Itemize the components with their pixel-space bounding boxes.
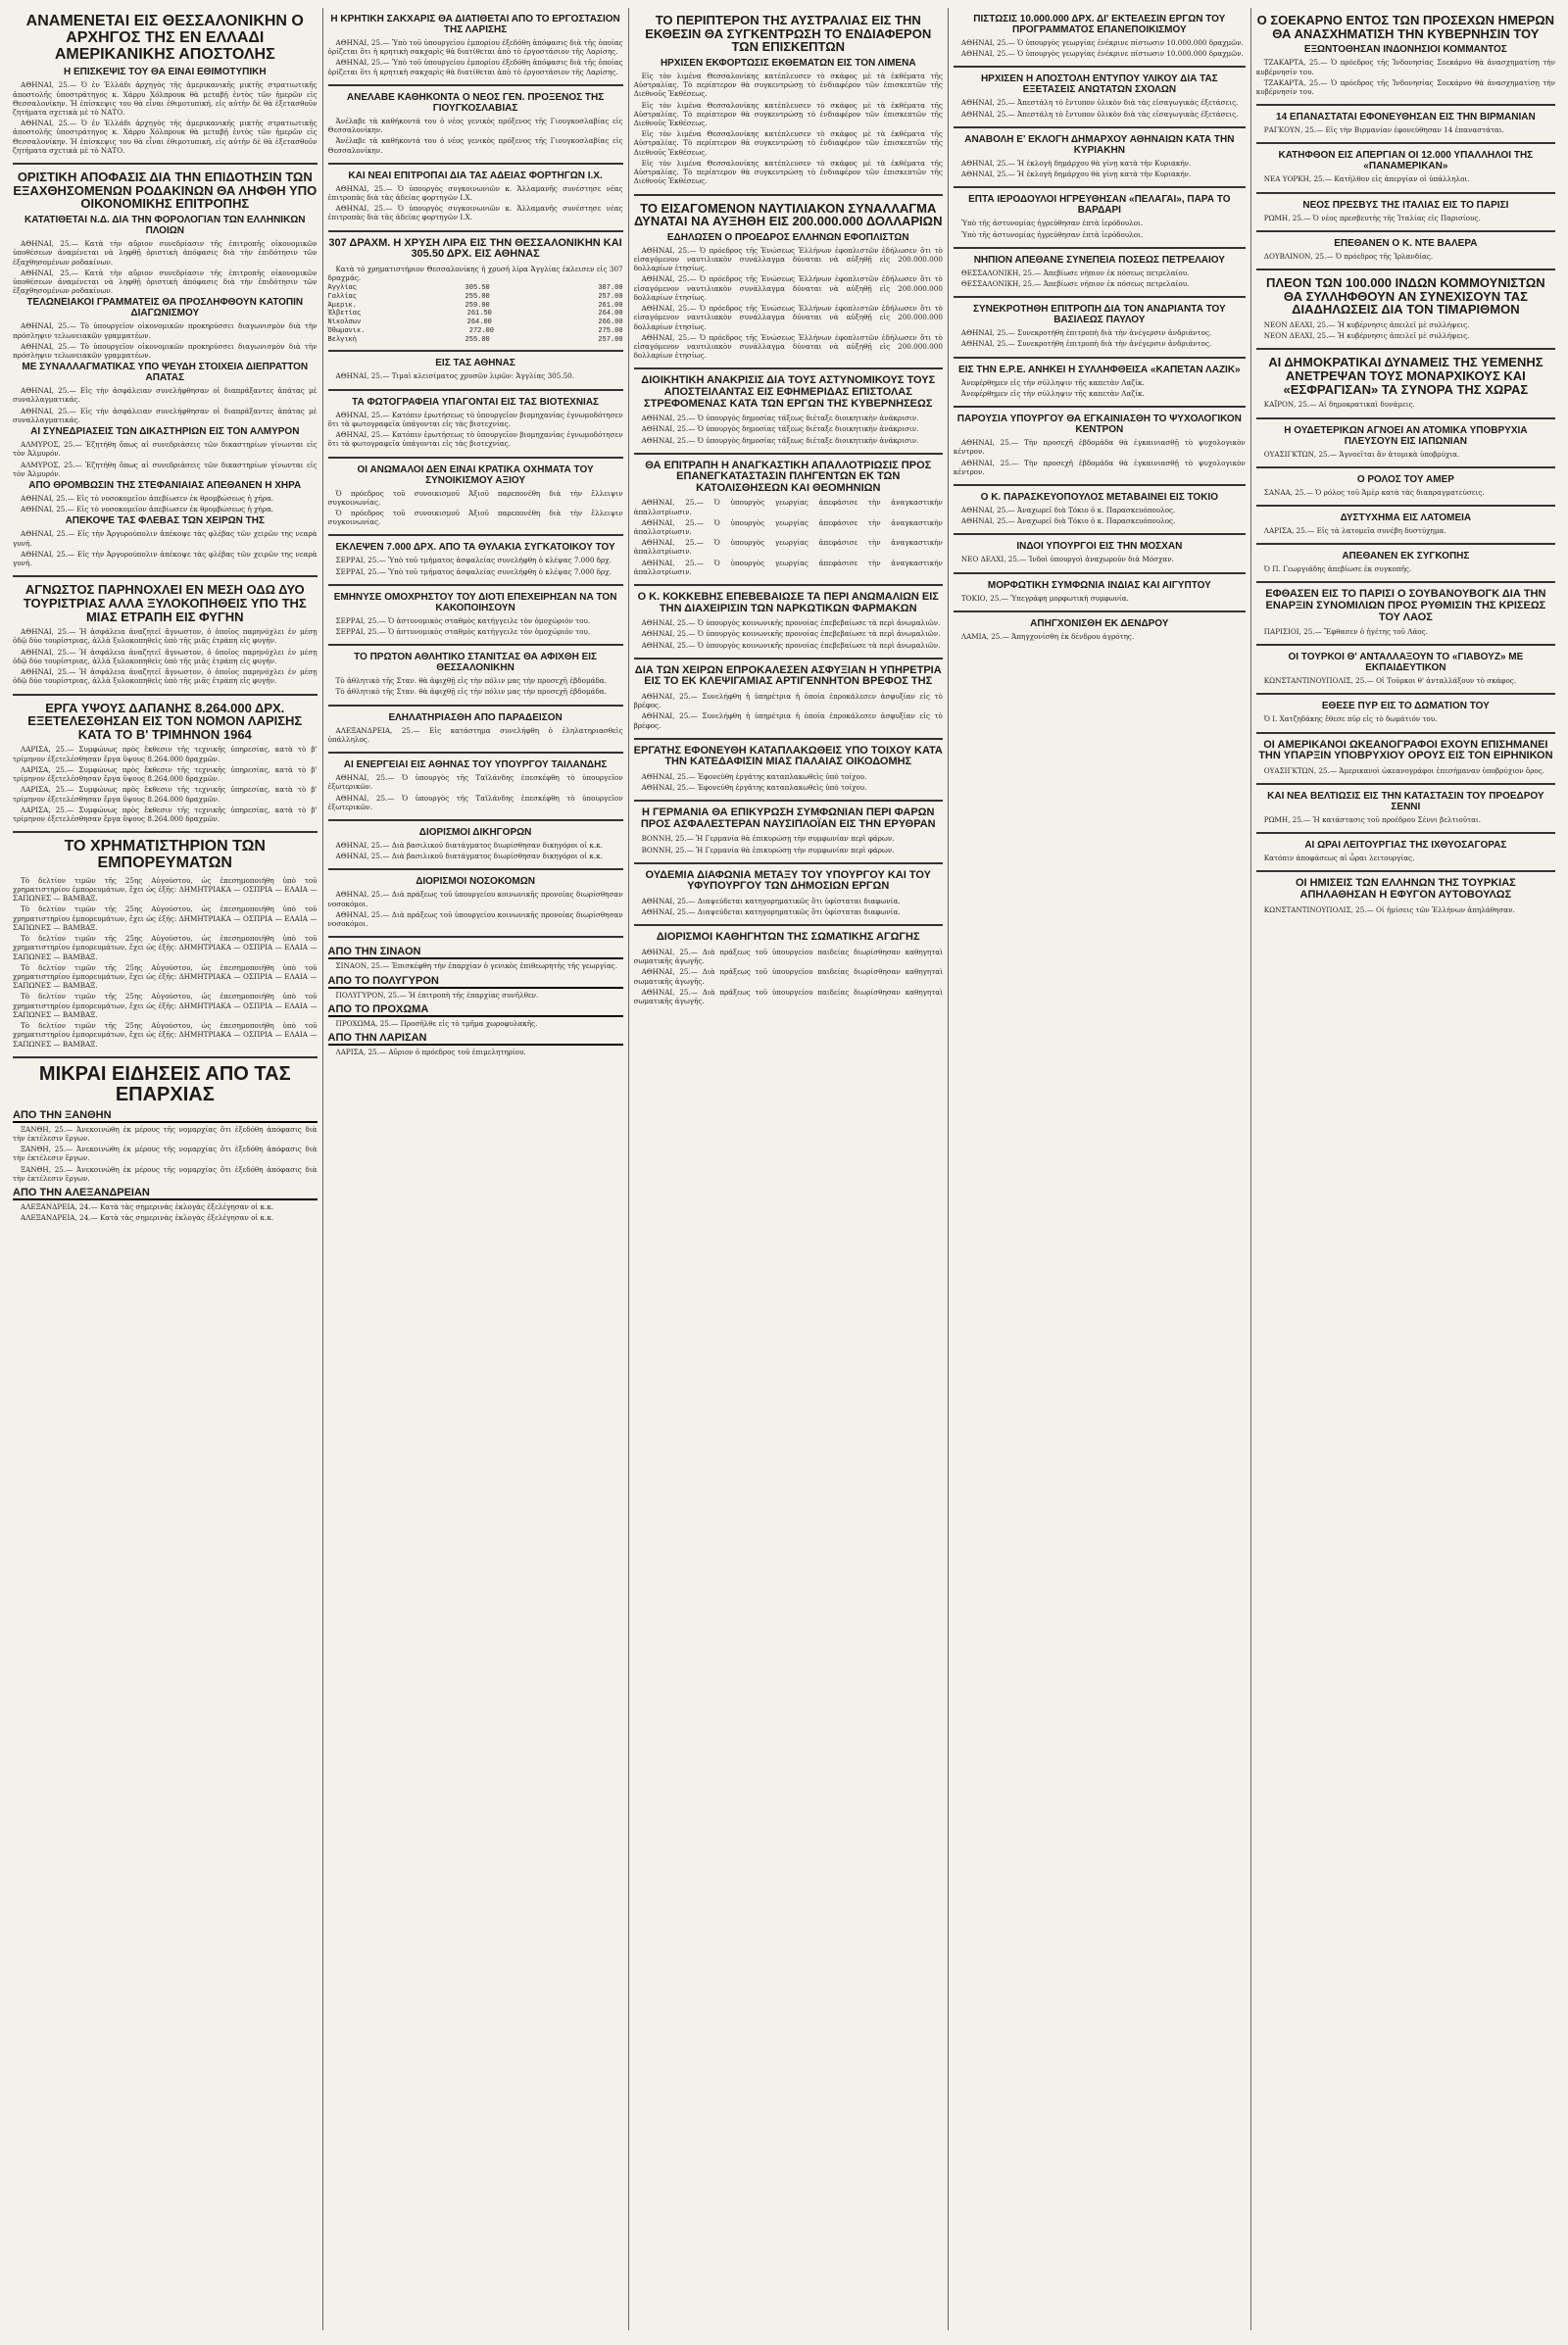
- article-peaches: ΟΡΙΣΤΙΚΗ ΑΠΟΦΑΣΙΣ ΔΙΑ ΤΗΝ ΕΠΙΔΟΤΗΣΙΝ ΤΩΝ ΕΞΑΧΘΗΣΟΜΕΝΩΝ ΡΟΔΑΚΙΝΩΝ ΘΑ ΛΗΦΘΗ ΥΠΟ ΟΙΚΟΝΟΜΙΚΗΣ ΕΠΙΤΡΟΠΗΣ ΚΑΤΑΤΙΘΕΤΑΙ Ν.Δ. ΔΙΑ ΤΗΝ ΦΟΡΟΛΟΓΙΑΝ ΤΩΝ ΕΛΛΗΝΙΚΩΝ ΠΛΟΙΩΝ ΑΘΗΝΑΙ, 25.— Κατὰ τὴν αὔριον συνεδρίασιν τῆς ἐπιτροπῆς οἰκονομικῶν ὑποθέσεων ἀναμένεται νὰ ληφθῇ ὁριστικὴ ἀπόφασις διὰ τὴν ἐπιδότησιν τῶν ἐξαχθησομένων ροδακίνων. ΑΘΗΝΑΙ, 25.— Κατὰ τὴν αὔριον συνεδρίασιν τῆς ἐπιτροπῆς οἰκονομικῶν ὑποθέσεων ἀναμένεται νὰ ληφθῇ ὁριστικὴ ἀπόφασις διὰ τὴν ἐπιδότησιν τῶν ἐξαχθησομένων ροδακίνων. ΤΕΛΩΝΕΙΑΚΟΙ ΓΡΑΜΜΑΤΕΙΣ ΘΑ ΠΡΟΣΛΗΦΘΟΥΝ ΚΑΤΟΠΙΝ ΔΙΑΓΩΝΙΣΜΟΥ ΑΘΗΝΑΙ, 25.— Τὸ ὑπουργεῖον οἰκονομικῶν προκηρύσσει διαγωνισμὸν διὰ τὴν πρόσληψιν τελωνειακῶν γραμματέων. ΑΘΗΝΑΙ, 25.— Τὸ ὑπουργεῖον οἰκονομικῶν προκηρύσσει διαγωνισμὸν διὰ τὴν πρόσληψιν τελωνειακῶν γραμματέων. ΜΕ ΣΥΝΑΛΛΑΓΜΑΤΙΚΑΣ ΥΠΟ ΨΕΥΔΗ ΣΤΟΙΧΕΙΑ ΔΙΕΠΡΑΤΤΟΝ ΑΠΑΤΑΣ ΑΘΗΝΑΙ, 25.— Εἰς τὴν ἀσφάλειαν συνελήφθησαν οἱ διαπράξαντες ἀπάτας μὲ συναλλαγματικάς. ΑΘΗΝΑΙ, 25.— Εἰς τὴν ἀσφάλειαν συνελήφθησαν οἱ διαπράξαντες ἀπάτας μὲ συναλλαγματικάς. ΑΙ ΣΥΝΕΔΡΙΑΣΕΙΣ ΤΩΝ ΔΙΚΑΣΤΗΡΙΩΝ ΕΙΣ ΤΟΝ ΑΛΜΥΡΟΝ ΑΛΜΥΡΟΣ, 25.— Ἐζητήθη ὅπως αἱ συνεδριάσεις τῶν δικαστηρίων γίνωνται εἰς τὸν Ἀλμυρόν. ΑΛΜΥΡΟΣ, 25.— Ἐζητήθη ὅπως αἱ συνεδριάσεις τῶν δικαστηρίων γίνωνται εἰς τὸν Ἀλμυρόν. ΑΠΟ ΘΡΟΜΒΩΣΙΝ ΤΗΣ ΣΤΕΦΑΝΙΑΙΑΣ ΑΠΕΘΑΝΕΝ Η ΧΗΡΑ ΑΘΗΝΑΙ, 25.— Εἰς τὸ νοσοκομεῖον ἀπεβίωσεν ἐκ θρομβώσεως ἡ χήρα. ΑΘΗΝΑΙ, 25.— Εἰς τὸ νοσοκομεῖον ἀπεβίωσεν ἐκ θρομβώσεως ἡ χήρα. ΑΠΕΚΟΨΕ ΤΑΣ ΦΛΕΒΑΣ ΤΩΝ ΧΕΙΡΩΝ ΤΗΣ ΑΘΗΝΑΙ, 25.— Εἰς τὴν Ἀργυρούπολιν ἀπέκοψε τὰς φλέβας τῶν χειρῶν της νεαρὰ γυνή. ΑΘΗΝΑΙ, 25.— Εἰς τὴν Ἀργυρούπολιν ἀπέκοψε τὰς φλέβας τῶν χειρῶν της νεαρὰ γυνή.: [13, 165, 318, 577]
- column-1: [8, 8, 323, 2330]
- price-cell: 307.00: [598, 284, 623, 293]
- column-5: Ο ΣΟΕΚΑΡΝΟ ΕΝΤΟΣ ΤΩΝ ΠΡΟΣΕΧΩΝ ΗΜΕΡΩΝ ΘΑ ΑΝΑΣΧΗΜΑΤΙΣΗ ΤΗΝ ΚΥΒΕΡΝΗΣΙΝ ΤΟΥ ΕΞΩΝΤΟΘΗΣΑΝ ΙΝΔΟΝΗΣΙΟΙ ΚΟΜΜΑΝΤΟΣ ΤΖΑΚΑΡΤΑ, 25.— Ὁ πρόεδρος τῆς Ἰνδονησίας Σοεκάρνο θὰ ἀνασχηματίσῃ τὴν κυβέρνησίν του. ΤΖΑΚΑΡΤΑ, 25.— Ὁ πρόεδρος τῆς Ἰνδονησίας Σοεκάρνο θὰ ἀνασχηματίσῃ τὴν κυβέρνησίν του. 14 ΕΠΑΝΑΣΤΑΤΑΙ ΕΦΟΝΕΥΘΗΣΑΝ ΕΙΣ ΤΗΝ ΒΙΡΜΑΝΙΑΝ ΡΑΓΚΟΥΝ, 25.— Εἰς τὴν Βιρμανίαν ἐφονεύθησαν 14 ἐπαναστάται. ΚΑΤΗΦΘΟΝ ΕΙΣ ΑΠΕΡΓΙΑΝ ΟΙ 12.000 ΥΠΑΛΛΗΛΟΙ ΤΗΣ «ΠΑΝΑΜΕΡΙΚΑΝ» ΝΕΑ ΥΟΡΚΗ, 25.— Κατῆλθον εἰς ἀπεργίαν οἱ ὑπάλληλοι. ΝΕΟΣ ΠΡΕΣΒΥΣ ΤΗΣ ΙΤΑΛΙΑΣ ΕΙΣ ΤΟ ΠΑΡΙΣΙ ΡΩΜΗ, 25.— Ὁ νέος πρεσβευτὴς τῆς Ἰταλίας εἰς Παρισίους. ΕΠΕΘΑΝΕΝ Ο Κ. ΝΤΕ ΒΑΛΕΡΑ ΔΟΥΒΛΙΝΟΝ, 25.— Ὁ πρόεδρος τῆς Ἰρλανδίας. ΠΛΕΟΝ ΤΩΝ 100.000 ΙΝΔΩΝ ΚΟΜΜΟΥΝΙΣΤΩΝ ΘΑ ΣΥΛΛΗΦΘΟΥΝ ΑΝ ΣΥΝΕΧΙΣΟΥΝ ΤΑΣ ΔΙΑΔΗΛΩΣΕΙΣ ΔΙΑ ΤΟΝ ΤΙΜΑΡΙΘΜΟΝ ΝΕΟΝ ΔΕΛΧΙ, 25.— Ἡ κυβέρνησις ἀπειλεῖ μὲ συλλήψεις. ΝΕΟΝ ΔΕΛΧΙ, 25.— Ἡ κυβέρνησις ἀπειλεῖ μὲ συλλήψεις. ΑΙ ΔΗΜΟΚΡΑΤΙΚΑΙ ΔΥΝΑΜΕΙΣ ΤΗΣ ΥΕΜΕΝΗΣ ΑΝΕΤΡΕΨΑΝ ΤΟΥΣ ΜΟΝΑΡΧΙΚΟΥΣ ΚΑΙ «ΕΣΦΡΑΓΙΣΑΝ» ΤΑ ΣΥΝΟΡΑ ΤΗΣ ΧΩΡΑΣ ΚΑΪΡΟΝ, 25.— Αἱ δημοκρατικαὶ δυνάμεις. Η ΟΥΔΕΤΕΡΙΚΩΝ ΑΓΝΟΕΙ ΑΝ ΑΤΟΜΙΚΑ ΥΠΟΒΡΥΧΙΑ ΠΛΕΥΣΟΥΝ ΕΙΣ ΙΑΠΩΝΙΑΝ ΟΥΑΣΙΓΚΤΩΝ, 25.— Ἀγνοεῖται ἂν ἀτομικὰ ὑποβρύχια. Ο ΡΟΛΟΣ ΤΟΥ ΑΜΕΡ ΣΑΝΑΑ, 25.— Ὁ ρόλος τοῦ Ἀμὲρ κατὰ τὰς διαπραγματεύσεις. ΔΥΣΤΥΧΗΜΑ ΕΙΣ ΛΑΤΟΜΕΙΑ ΛΑΡΙΣΑ, 25.— Εἰς τὰ λατομεῖα συνέβη δυστύχημα. ΑΠΕΘΑΝΕΝ ΕΚ ΣΥΓΚΟΠΗΣ Ὁ Π. Γεωργιάδης ἀπεβίωσε ἐκ συγκοπῆς. ΕΦΘΑΣΕΝ ΕΙΣ ΤΟ ΠΑΡΙΣΙ Ο ΣΟΥΒΑΝΟΥΒΟΓΚ ΔΙΑ ΤΗΝ ΕΝΑΡΞΙΝ ΣΥΝΟΜΙΛΙΩΝ ΠΡΟΣ ΡΥΘΜΙΣΙΝ ΤΗΣ ΚΡΙΣΕΩΣ ΤΟΥ ΛΑΟΣ ΠΑΡΙΣΙΟΙ, 25.— Ἔφθασεν ὁ ἡγέτης τοῦ Λάος. ΟΙ ΤΟΥΡΚΟΙ Θ' ΑΝΤΑΛΛΑΞΟΥΝ ΤΟ «ΓΙΑΒΟΥΖ» ΜΕ ΕΚΠΑΙΔΕΥΤΙΚΟΝ ΚΩΝΣΤΑΝΤΙΝΟΥΠΟΛΙΣ, 25.— Οἱ Τοῦρκοι θ' ἀνταλλάξουν τὸ σκάφος. ΕΘΕΣΕ ΠΥΡ ΕΙΣ ΤΟ ΔΩΜΑΤΙΟΝ ΤΟΥ Ὁ Ι. Χατζηδάκης ἔθεσε πῦρ εἰς τὸ δωμάτιόν του. ΟΙ ΑΜΕΡΙΚΑΝΟΙ ΩΚΕΑΝΟΓΡΑΦΟΙ ΕΧΟΥΝ ΕΠΙΣΗΜΑΝΕΙ ΤΗΝ ΥΠΑΡΞΙΝ ΥΠΟΒΡΥΧΙΟΥ ΟΡΟΥΣ ΕΙΣ ΤΟΝ ΕΙΡΗΝΙΚΟΝ ΟΥΑΣΙΓΚΤΩΝ, 25.— Ἀμερικανοὶ ὠκεανογράφοι ἐπεσήμαναν ὑποβρύχιον ὄρος. ΚΑΙ ΝΕΑ ΒΕΛΤΙΩΣΙΣ ΕΙΣ ΤΗΝ ΚΑΤΑΣΤΑΣΙΝ ΤΟΥ ΠΡΟΕΔΡΟΥ ΣΕΝΝΙ ΡΩΜΗ, 25.— Ἡ κατάστασις τοῦ προέδρου Σέννι βελτιοῦται. ΑΙ ΩΡΑΙ ΛΕΙΤΟΥΡΓΙΑΣ ΤΗΣ ΙΧΘΥΟΣΑΓΟΡΑΣ Κατόπιν ἀποφάσεως αἱ ὧραι λειτουργίας. ΟΙ ΗΜΙΣΕΙΣ ΤΩΝ ΕΛΛΗΝΩΝ ΤΗΣ ΤΟΥΡΚΙΑΣ ΑΠΗΛΑΘΗΣΑΝ Η ΕΦΥΓΟΝ ΑΥΤΟΒΟΥΛΩΣ ΚΩΝΣΤΑΝΤΙΝΟΥΠΟΛΙΣ, 25.— Οἱ ἡμίσεις τῶν Ἑλλήνων ἀπηλάθησαν.: [1251, 8, 1560, 2330]
- column-4: ΠΙΣΤΩΣΙΣ 10.000.000 ΔΡΧ. ΔΙ' ΕΚΤΕΛΕΣΙΝ ΕΡΓΩΝ ΤΟΥ ΠΡΟΓΡΑΜΜΑΤΟΣ ΕΠΑΝΕΠΟΙΚΙΣΜΟΥ ΑΘΗΝΑΙ, 25.— Ὁ ὑπουργὸς γεωργίας ἐνέκρινε πίστωσιν 10.000.000 δραχμῶν. ΑΘΗΝΑΙ, 25.— Ὁ ὑπουργὸς γεωργίας ἐνέκρινε πίστωσιν 10.000.000 δραχμῶν. ΗΡΧΙΣΕΝ Η ΑΠΟΣΤΟΛΗ ΕΝΤΥΠΟΥ ΥΛΙΚΟΥ ΔΙΑ ΤΑΣ ΕΞΕΤΑΣΕΙΣ ΑΝΩΤΑΤΩΝ ΣΧΟΛΩΝ ΑΘΗΝΑΙ, 25.— Ἀπεστάλη τὸ ἔντυπον ὑλικὸν διὰ τὰς εἰσαγωγικὰς ἐξετάσεις. ΑΘΗΝΑΙ, 25.— Ἀπεστάλη τὸ ἔντυπον ὑλικὸν διὰ τὰς εἰσαγωγικὰς ἐξετάσεις. ΑΝΑΒΟΛΗ Ε' ΕΚΛΟΓΗ ΔΗΜΑΡΧΟΥ ΑΘΗΝΑΙΩΝ ΚΑΤΑ ΤΗΝ ΚΥΡΙΑΚΗΝ ΑΘΗΝΑΙ, 25.— Ἡ ἐκλογὴ δημάρχου θὰ γίνῃ κατὰ τὴν Κυριακήν. ΑΘΗΝΑΙ, 25.— Ἡ ἐκλογὴ δημάρχου θὰ γίνῃ κατὰ τὴν Κυριακήν. ΕΠΤΑ ΙΕΡΟΔΟΥΛΟΙ ΗΓΡΕΥΘΗΣΑΝ «ΠΕΛΑΓΑΙ», ΠΑΡΑ ΤΟ ΒΑΡΔΑΡΙ Ὑπὸ τῆς ἀστυνομίας ἠγρεύθησαν ἑπτὰ ἱερόδουλοι. Ὑπὸ τῆς ἀστυνομίας ἠγρεύθησαν ἑπτὰ ἱερόδουλοι. ΝΗΠΙΟΝ ΑΠΕΘΑΝΕ ΣΥΝΕΠΕΙΑ ΠΟΣΕΩΣ ΠΕΤΡΕΛΑΙΟΥ ΘΕΣΣΑΛΟΝΙΚΗ, 25.— Ἀπεβίωσε νήπιον ἐκ πόσεως πετρελαίου. ΘΕΣΣΑΛΟΝΙΚΗ, 25.— Ἀπεβίωσε νήπιον ἐκ πόσεως πετρελαίου. ΣΥΝΕΚΡΟΤΗΘΗ ΕΠΙΤΡΟΠΗ ΔΙΑ ΤΟΝ ΑΝΔΡΙΑΝΤΑ ΤΟΥ ΒΑΣΙΛΕΩΣ ΠΑΥΛΟΥ ΑΘΗΝΑΙ, 25.— Συνεκροτήθη ἐπιτροπὴ διὰ τὴν ἀνέγερσιν ἀνδριάντος. ΑΘΗΝΑΙ, 25.— Συνεκροτήθη ἐπιτροπὴ διὰ τὴν ἀνέγερσιν ἀνδριάντος. ΕΙΣ ΤΗΝ Ε.Ρ.Ε. ΑΝΗΚΕΙ Η ΣΥΛΛΗΦΘΕΙΣΑ «ΚΑΠΕΤΑΝ ΛΑΖΙΚ» Ἀνεφέρθημεν εἰς τὴν σύλληψιν τῆς καπετὰν Λαζίκ. Ἀνεφέρθημεν εἰς τὴν σύλληψιν τῆς καπετὰν Λαζίκ. ΠΑΡΟΥΣΙΑ ΥΠΟΥΡΓΟΥ ΘΑ ΕΓΚΑΙΝΙΑΣΘΗ ΤΟ ΨΥΧΟΛΟΓΙΚΟΝ ΚΕΝΤΡΟΝ ΑΘΗΝΑΙ, 25.— Τὴν προσεχῆ ἑβδομάδα θὰ ἐγκαινιασθῇ τὸ ψυχολογικὸν κέντρον. ΑΘΗΝΑΙ, 25.— Τὴν προσεχῆ ἑβδομάδα θὰ ἐγκαινιασθῇ τὸ ψυχολογικὸν κέντρον. Ο Κ. ΠΑΡΑΣΚΕΥΟΠΟΥΛΟΣ ΜΕΤΑΒΑΙΝΕΙ ΕΙΣ ΤΟΚΙΟ ΑΘΗΝΑΙ, 25.— Ἀναχωρεῖ διὰ Τόκιο ὁ κ. Παρασκευόπουλος. ΑΘΗΝΑΙ, 25.— Ἀναχωρεῖ διὰ Τόκιο ὁ κ. Παρασκευόπουλος. ΙΝΔΟΙ ΥΠΟΥΡΓΟΙ ΕΙΣ ΤΗΝ ΜΟΣΧΑΝ ΝΕΟ ΔΕΛΧΙ, 25.— Ἰνδοὶ ὑπουργοὶ ἀναχωροῦν διὰ Μόσχαν. ΜΟΡΦΩΤΙΚΗ ΣΥΜΦΩΝΙΑ ΙΝΔΙΑΣ ΚΑΙ ΑΙΓΥΠΤΟΥ ΤΟΚΙΟ, 25.— Ὑπεγράφη μορφωτικὴ συμφωνία. ΑΠΗΓΧΟΝΙΣΘΗ ΕΚ ΔΕΝΔΡΟΥ ΛΑΜΙΑ, 25.— Ἀπηγχονίσθη ἐκ δένδρου ἀγρότης.: [949, 8, 1251, 2330]
- price-cell: Γαλλίας: [327, 292, 357, 301]
- price-cell: Ἑλβετίας: [327, 310, 362, 318]
- price-cell: 257.00: [598, 292, 623, 301]
- price-row: [328, 318, 623, 327]
- subheadline: Η ΕΠΙΣΚΕΨΙΣ ΤΟΥ ΘΑ ΕΙΝΑΙ ΕΘΙΜΟΤΥΠΙΚΗ: [63, 67, 267, 78]
- price-cell: 305.50: [465, 284, 490, 293]
- subheadline: ΜΕ ΣΥΝΑΛΛΑΓΜΑΤΙΚΑΣ ΥΠΟ ΨΕΥΔΗ ΣΤΟΙΧΕΙΑ ΔΙΕΠΡΑΤΤΟΝ ΑΠΑΤΑΣ: [22, 362, 309, 384]
- article-body: ΑΘΗΝΑΙ, 25.— Ὁ ἐν Ἑλλάδι ἀρχηγὸς τῆς ἀμερικανικῆς μικτῆς στρατιωτικῆς ἀποστολῆς ὑποστράτηγος κ. Χάρρυ Χόλπρουκ θὰ μεταβῇ ἐντὸς τῶν ἡμερῶν εἰς Θεσσαλονίκην. Ἡ ἐπίσκεψις του θὰ εἶναι ἐθιμοτυπική, εἰς αὐτὴν δὲ θὰ ἐξετασθοῦν ζητήματα σχετικὰ μὲ τὸ ΝΑΤΟ. ΑΘΗΝΑΙ, 25.— Ὁ ἐν Ἑλλάδι ἀρχηγὸς τῆς ἀμερικανικῆς μικτῆς στρατιωτικῆς ἀποστολῆς ὑποστράτηγος κ. Χάρρυ Χόλπρουκ θὰ μεταβῇ ἐντὸς τῶν ἡμερῶν εἰς Θεσσαλονίκην. Ἡ ἐπίσκεψις του θὰ εἶναι ἐθιμοτυπική, εἰς αὐτὴν δὲ θὰ ἐξετασθοῦν ζητήματα σχετικὰ μὲ τὸ ΝΑΤΟ.: [13, 80, 318, 155]
- headline: ΟΡΙΣΤΙΚΗ ΑΠΟΦΑΣΙΣ ΔΙΑ ΤΗΝ ΕΠΙΔΟΤΗΣΙΝ ΤΩΝ ΕΞΑΧΘΗΣΟΜΕΝΩΝ ΡΟΔΑΚΙΝΩΝ ΘΑ ΛΗΦΘΗ ΥΠΟ ΟΙΚΟΝΟΜΙΚΗΣ ΕΠΙΤΡΟΠΗΣ: [13, 170, 318, 212]
- price-cell: Βελγικὴ: [327, 335, 357, 344]
- price-row: [328, 327, 623, 336]
- price-cell: 255.00: [465, 335, 490, 344]
- headline: ΜΙΚΡΑΙ ΕΙΔΗΣΕΙΣ ΑΠΟ ΤΑΣ ΕΠΑΡΧΙΑΣ: [38, 1062, 291, 1105]
- subheadline: ΤΕΛΩΝΕΙΑΚΟΙ ΓΡΑΜΜΑΤΕΙΣ ΘΑ ΠΡΟΣΛΗΦΘΟΥΝ ΚΑΤΟΠΙΝ ΔΙΑΓΩΝΙΣΜΟΥ: [26, 297, 304, 319]
- newspaper-page: [8, 8, 1560, 2330]
- column-3: ΤΟ ΠΕΡΙΠΤΕΡΟΝ ΤΗΣ ΑΥΣΤΡΑΛΙΑΣ ΕΙΣ ΤΗΝ ΕΚΘΕΣΙΝ ΘΑ ΣΥΓΚΕΝΤΡΩΣΗ ΤΟ ΕΝΔΙΑΦΕΡΟΝ ΤΩΝ ΕΠΙΣΚΕΠΤΩΝ ΗΡΧΙΣΕΝ ΕΚΦΟΡΤΩΣΙΣ ΕΚΘΕΜΑΤΩΝ ΕΙΣ ΤΟΝ ΛΙΜΕΝΑ Εἰς τὸν λιμένα Θεσσαλονίκης κατέπλευσεν τὸ σκάφος μὲ τὰ ἐκθέματα τῆς Αὐστραλίας. Τὸ περίπτερον θὰ συγκεντρώσῃ τὸ ἐνδιαφέρον τῶν ἐπισκεπτῶν τῆς Διεθνοῦς Ἐκθέσεως. Εἰς τὸν λιμένα Θεσσαλονίκης κατέπλευσεν τὸ σκάφος μὲ τὰ ἐκθέματα τῆς Αὐστραλίας. Τὸ περίπτερον θὰ συγκεντρώσῃ τὸ ἐνδιαφέρον τῶν ἐπισκεπτῶν τῆς Διεθνοῦς Ἐκθέσεως. Εἰς τὸν λιμένα Θεσσαλονίκης κατέπλευσεν τὸ σκάφος μὲ τὰ ἐκθέματα τῆς Αὐστραλίας. Τὸ περίπτερον θὰ συγκεντρώσῃ τὸ ἐνδιαφέρον τῶν ἐπισκεπτῶν τῆς Διεθνοῦς Ἐκθέσεως. Εἰς τὸν λιμένα Θεσσαλονίκης κατέπλευσεν τὸ σκάφος μὲ τὰ ἐκθέματα τῆς Αὐστραλίας. Τὸ περίπτερον θὰ συγκεντρώσῃ τὸ ἐνδιαφέρον τῶν ἐπισκεπτῶν τῆς Διεθνοῦς Ἐκθέσεως. ΤΟ ΕΙΣΑΓΟΜΕΝΟΝ ΝΑΥΤΙΛΙΑΚΟΝ ΣΥΝΑΛΛΑΓΜΑ ΔΥΝΑΤΑΙ ΝΑ ΑΥΞΗΘΗ ΕΙΣ 200.000.000 ΔΟΛΛΑΡΙΩΝ ΕΔΗΛΩΣΕΝ Ο ΠΡΟΕΔΡΟΣ ΕΛΛΗΝΩΝ ΕΦΟΠΛΙΣΤΩΝ ΑΘΗΝΑΙ, 25.— Ὁ πρόεδρος τῆς Ἑνώσεως Ἑλλήνων ἐφοπλιστῶν ἐδήλωσεν ὅτι τὸ εἰσαγόμενον ναυτιλιακὸν συνάλλαγμα δύναται νὰ αὐξηθῇ εἰς 200.000.000 δολλαρίων ἐτησίως. ΑΘΗΝΑΙ, 25.— Ὁ πρόεδρος τῆς Ἑνώσεως Ἑλλήνων ἐφοπλιστῶν ἐδήλωσεν ὅτι τὸ εἰσαγόμενον ναυτιλιακὸν συνάλλαγμα δύναται νὰ αὐξηθῇ εἰς 200.000.000 δολλαρίων ἐτησίως. ΑΘΗΝΑΙ, 25.— Ὁ πρόεδρος τῆς Ἑνώσεως Ἑλλήνων ἐφοπλιστῶν ἐδήλωσεν ὅτι τὸ εἰσαγόμενον ναυτιλιακὸν συνάλλαγμα δύναται νὰ αὐξηθῇ εἰς 200.000.000 δολλαρίων ἐτησίως. ΑΘΗΝΑΙ, 25.— Ὁ πρόεδρος τῆς Ἑνώσεως Ἑλλήνων ἐφοπλιστῶν ἐδήλωσεν ὅτι τὸ εἰσαγόμενον ναυτιλιακὸν συνάλλαγμα δύναται νὰ αὐξηθῇ εἰς 200.000.000 δολλαρίων ἐτησίως. ΔΙΟΙΚΗΤΙΚΗ ΑΝΑΚΡΙΣΙΣ ΔΙΑ ΤΟΥΣ ΑΣΤΥΝΟΜΙΚΟΥΣ ΤΟΥΣ ΑΠΟΣΤΕΙΛΑΝΤΑΣ ΕΙΣ ΕΦΗΜΕΡΙΔΑΣ ΕΠΙΣΤΟΛΑΣ ΣΤΡΕΦΟΜΕΝΑΣ ΚΑΤΑ ΤΩΝ ΕΡΓΩΝ ΤΗΣ ΚΥΒΕΡΝΗΣΕΩΣ ΑΘΗΝΑΙ, 25.— Ὁ ὑπουργὸς δημοσίας τάξεως διέταξε διοικητικὴν ἀνάκρισιν. ΑΘΗΝΑΙ, 25.— Ὁ ὑπουργὸς δημοσίας τάξεως διέταξε διοικητικὴν ἀνάκρισιν. ΑΘΗΝΑΙ, 25.— Ὁ ὑπουργὸς δημοσίας τάξεως διέταξε διοικητικὴν ἀνάκρισιν. ΘΑ ΕΠΙΤΡΑΠΗ Η ΑΝΑΓΚΑΣΤΙΚΗ ΑΠΑΛΛΟΤΡΙΩΣΙΣ ΠΡΟΣ ΕΠΑΝΕΓΚΑΤΑΣΤΑΣΙΝ ΠΛΗΓΕΝΤΩΝ ΕΚ ΤΩΝ ΚΑΤΟΛΙΣΘΗΣΕΩΝ ΚΑΙ ΘΕΟΜΗΝΙΩΝ ΑΘΗΝΑΙ, 25.— Ὁ ὑπουργὸς γεωργίας ἀπεφάσισε τὴν ἀναγκαστικὴν ἀπαλλοτρίωσιν. ΑΘΗΝΑΙ, 25.— Ὁ ὑπουργὸς γεωργίας ἀπεφάσισε τὴν ἀναγκαστικὴν ἀπαλλοτρίωσιν. ΑΘΗΝΑΙ, 25.— Ὁ ὑπουργὸς γεωργίας ἀπεφάσισε τὴν ἀναγκαστικὴν ἀπαλλοτρίωσιν. ΑΘΗΝΑΙ, 25.— Ὁ ὑπουργὸς γεωργίας ἀπεφάσισε τὴν ἀναγκαστικὴν ἀπαλλοτρίωσιν. Ο Κ. ΚΟΚΚΕΒΗΣ ΕΠΕΒΕΒΑΙΩΣΕ ΤΑ ΠΕΡΙ ΑΝΩΜΑΛΙΩΝ ΕΙΣ ΤΗΝ ΔΙΑΧΕΙΡΙΣΙΝ ΤΩΝ ΝΑΡΚΩΤΙΚΩΝ ΦΑΡΜΑΚΩΝ ΑΘΗΝΑΙ, 25.— Ὁ ὑπουργὸς κοινωνικῆς προνοίας ἐπεβεβαίωσε τὰ περὶ ἀνωμαλιῶν. ΑΘΗΝΑΙ, 25.— Ὁ ὑπουργὸς κοινωνικῆς προνοίας ἐπεβεβαίωσε τὰ περὶ ἀνωμαλιῶν. ΑΘΗΝΑΙ, 25.— Ὁ ὑπουργὸς κοινωνικῆς προνοίας ἐπεβεβαίωσε τὰ περὶ ἀνωμαλιῶν. ΔΙΑ ΤΩΝ ΧΕΙΡΩΝ ΕΠΡΟΚΑΛΕΣΕΝ ΑΣΦΥΞΙΑΝ Η ΥΠΗΡΕΤΡΙΑ ΕΙΣ ΤΟ ΕΚ ΚΛΕΨΙΓΑΜΙΑΣ ΑΡΤΙΓΕΝΝΗΤΟΝ ΒΡΕΦΟΣ ΤΗΣ ΑΘΗΝΑΙ, 25.— Συνελήφθη ἡ ὑπηρέτρια ἡ ὁποία ἐπροκάλεσεν ἀσφυξίαν εἰς τὸ βρέφος. ΑΘΗΝΑΙ, 25.— Συνελήφθη ἡ ὑπηρέτρια ἡ ὁποία ἐπροκάλεσεν ἀσφυξίαν εἰς τὸ βρέφος. ΕΡΓΑΤΗΣ ΕΦΟΝΕΥΘΗ ΚΑΤΑΠΛΑΚΩΘΕΙΣ ΥΠΟ ΤΟΙΧΟΥ ΚΑΤΑ ΤΗΝ ΚΑΤΕΔΑΦΙΣΙΝ ΜΙΑΣ ΠΑΛΑΙΑΣ ΟΙΚΟΔΟΜΗΣ ΑΘΗΝΑΙ, 25.— Ἐφονεύθη ἐργάτης καταπλακωθεὶς ὑπὸ τοίχου. ΑΘΗΝΑΙ, 25.— Ἐφονεύθη ἐργάτης καταπλακωθεὶς ὑπὸ τοίχου. Η ΓΕΡΜΑΝΙΑ ΘΑ ΕΠΙΚΥΡΩΣΗ ΣΥΜΦΩΝΙΑΝ ΠΕΡΙ ΦΑΡΩΝ ΠΡΟΣ ΑΣΦΑΛΕΣΤΕΡΑΝ ΝΑΥΣΙΠΛΟΪΑΝ ΕΙΣ ΤΗΝ ΕΡΥΘΡΑΝ ΒΟΝΝΗ, 25.— Ἡ Γερμανία θὰ ἐπικυρώσῃ τὴν συμφωνίαν περὶ φάρων. ΒΟΝΝΗ, 25.— Ἡ Γερμανία θὰ ἐπικυρώσῃ τὴν συμφωνίαν περὶ φάρων. ΟΥΔΕΜΙΑ ΔΙΑΦΩΝΙΑ ΜΕΤΑΞΥ ΤΟΥ ΥΠΟΥΡΓΟΥ ΚΑΙ ΤΟΥ ΥΦΥΠΟΥΡΓΟΥ ΤΩΝ ΔΗΜΟΣΙΩΝ ΕΡΓΩΝ ΑΘΗΝΑΙ, 25.— Διαψεύδεται κατηγορηματικῶς ὅτι ὑφίσταται διαφωνία. ΑΘΗΝΑΙ, 25.— Διαψεύδεται κατηγορηματικῶς ὅτι ὑφίσταται διαφωνία. ΔΙΟΡΙΣΜΟΙ ΚΑΘΗΓΗΤΩΝ ΤΗΣ ΣΩΜΑΤΙΚΗΣ ΑΓΩΓΗΣ ΑΘΗΝΑΙ, 25.— Διὰ πράξεως τοῦ ὑπουργείου παιδείας διωρίσθησαν καθηγηταὶ σωματικῆς ἀγωγῆς. ΑΘΗΝΑΙ, 25.— Διὰ πράξεως τοῦ ὑπουργείου παιδείας διωρίσθησαν καθηγηταὶ σωματικῆς ἀγωγῆς. ΑΘΗΝΑΙ, 25.— Διὰ πράξεως τοῦ ὑπουργείου παιδείας διωρίσθησαν καθηγηταὶ σωματικῆς ἀγωγῆς.: [629, 8, 949, 2330]
- price-cell: 264.00: [466, 318, 492, 327]
- price-cell: 261.50: [466, 310, 492, 318]
- subheadline: ΚΑΤΑΤΙΘΕΤΑΙ Ν.Δ. ΔΙΑ ΤΗΝ ΦΟΡΟΛΟΓΙΑΝ ΤΩΝ ΕΛΛΗΝΙΚΩΝ ΠΛΟΙΩΝ: [24, 215, 306, 237]
- price-cell: 272.00: [468, 326, 494, 335]
- provinces-continued: ΑΠΟ ΤΗΝ ΣΙΝΑΟΝ ΣΙΝΑΟΝ, 25.— Ἐπισκέφθη τὴν ἐπαρχίαν ὁ γενικὸς ἐπιθεωρητὴς τῆς γεωργίας. ΑΠΟ ΤΟ ΠΟΛΥΓΥΡΟΝ ΠΟΛΥΓΥΡΟΝ, 25.— Ἡ ἐπιτροπὴ τῆς ἐπαρχίας συνῆλθεν. ΑΠΟ ΤΟ ΠΡΟΧΩΜΑ ΠΡΟΧΩΜΑ, 25.— Προσῆλθε εἰς τὸ τμῆμα χωροφυλακῆς. ΑΠΟ ΤΗΝ ΛΑΡΙΣΑΝ ΛΑΡΙΣΑ, 25.— Αὔριον ὁ πρόεδρος τοῦ ἐπιμελητηρίου.: [328, 938, 623, 1064]
- article-larissa-works: ΕΡΓΑ ΥΨΟΥΣ ΔΑΠΑΝΗΣ 8.264.000 ΔΡΧ. ΕΞΕΤΕΛΕΣΘΗΣΑΝ ΕΙΣ ΤΟΝ ΝΟΜΟΝ ΛΑΡΙΣΗΣ ΚΑΤΑ ΤΟ Β' ΤΡΙΜΗΝΟΝ 1964 ΛΑΡΙΣΑ, 25.— Συμφώνως πρὸς ἔκθεσιν τῆς τεχνικῆς ὑπηρεσίας, κατὰ τὸ β' τρίμηνον ἐξετελέσθησαν ἔργα ὕψους 8.264.000 δραχμῶν. ΛΑΡΙΣΑ, 25.— Συμφώνως πρὸς ἔκθεσιν τῆς τεχνικῆς ὑπηρεσίας, κατὰ τὸ β' τρίμηνον ἐξετελέσθησαν ἔργα ὕψους 8.264.000 δραχμῶν. ΛΑΡΙΣΑ, 25.— Συμφώνως πρὸς ἔκθεσιν τῆς τεχνικῆς ὑπηρεσίας, κατὰ τὸ β' τρίμηνον ἐξετελέσθησαν ἔργα ὕψους 8.264.000 δραχμῶν. ΛΑΡΙΣΑ, 25.— Συμφώνως πρὸς ἔκθεσιν τῆς τεχνικῆς ὑπηρεσίας, κατὰ τὸ β' τρίμηνον ἐξετελέσθησαν ἔργα ὕψους 8.264.000 δραχμῶν.: [13, 696, 318, 834]
- price-row: [328, 336, 623, 345]
- price-cell: 261.00: [598, 301, 623, 310]
- price-cell: Ἀγγλίας: [327, 284, 357, 293]
- price-cell: Ἀμερικ.: [327, 301, 357, 310]
- headline: ΑΓΝΩΣΤΟΣ ΠΑΡΗΝΟΧΛΕΙ ΕΝ ΜΕΣΗ ΟΔΩ ΔΥΟ ΤΟΥΡΙΣΤΡΙΑΣ ΑΛΛΑ ΞΥΛΟΚΟΠΗΘΕΙΣ ΥΠΟ ΤΗΣ ΜΙΑΣ ΕΤΡΑΠΗ ΕΙΣ ΦΥΓΗΝ: [23, 582, 307, 624]
- subheadline: ΑΠΕΚΟΨΕ ΤΑΣ ΦΛΕΒΑΣ ΤΩΝ ΧΕΙΡΩΝ ΤΗΣ: [65, 515, 265, 527]
- article-commodity-exchange: ΤΟ ΧΡΗΜΑΤΙΣΤΗΡΙΟΝ ΤΩΝ ΕΜΠΟΡΕΥΜΑΤΩΝ Τὸ δελτίον τιμῶν τῆς 25ης Αὐγούστου, ὡς ἐπεσημοποιήθη ὑπὸ τοῦ χρηματιστηρίου ἐμπορευμάτων, ἔχει ὡς ἑξῆς: ΔΗΜΗΤΡΙΑΚΑ — ΟΣΠΡΙΑ — ΕΛΑΙΑ — ΣΑΠΩΝΕΣ — ΒΑΜΒΑΞ. Τὸ δελτίον τιμῶν τῆς 25ης Αὐγούστου, ὡς ἐπεσημοποιήθη ὑπὸ τοῦ χρηματιστηρίου ἐμπορευμάτων, ἔχει ὡς ἑξῆς: ΔΗΜΗΤΡΙΑΚΑ — ΟΣΠΡΙΑ — ΕΛΑΙΑ — ΣΑΠΩΝΕΣ — ΒΑΜΒΑΞ. Τὸ δελτίον τιμῶν τῆς 25ης Αὐγούστου, ὡς ἐπεσημοποιήθη ὑπὸ τοῦ χρηματιστηρίου ἐμπορευμάτων, ἔχει ὡς ἑξῆς: ΔΗΜΗΤΡΙΑΚΑ — ΟΣΠΡΙΑ — ΕΛΑΙΑ — ΣΑΠΩΝΕΣ — ΒΑΜΒΑΞ. Τὸ δελτίον τιμῶν τῆς 25ης Αὐγούστου, ὡς ἐπεσημοποιήθη ὑπὸ τοῦ χρηματιστηρίου ἐμπορευμάτων, ἔχει ὡς ἑξῆς: ΔΗΜΗΤΡΙΑΚΑ — ΟΣΠΡΙΑ — ΕΛΑΙΑ — ΣΑΠΩΝΕΣ — ΒΑΜΒΑΞ. Τὸ δελτίον τιμῶν τῆς 25ης Αὐγούστου, ὡς ἐπεσημοποιήθη ὑπὸ τοῦ χρηματιστηρίου ἐμπορευμάτων, ἔχει ὡς ἑξῆς: ΔΗΜΗΤΡΙΑΚΑ — ΟΣΠΡΙΑ — ΕΛΑΙΑ — ΣΑΠΩΝΕΣ — ΒΑΜΒΑΞ. Τὸ δελτίον τιμῶν τῆς 25ης Αὐγούστου, ὡς ἐπεσημοποιήθη ὑπὸ τοῦ χρηματιστηρίου ἐμπορευμάτων, ἔχει ὡς ἑξῆς: ΔΗΜΗΤΡΙΑΚΑ — ΟΣΠΡΙΑ — ΕΛΑΙΑ — ΣΑΠΩΝΕΣ — ΒΑΜΒΑΞ.: [13, 833, 318, 1058]
- price-cell: 264.00: [598, 310, 623, 318]
- article-provinces: ΜΙΚΡΑΙ ΕΙΔΗΣΕΙΣ ΑΠΟ ΤΑΣ ΕΠΑΡΧΙΑΣ ΑΠΟ ΤΗΝ ΞΑΝΘΗΝ ΞΑΝΘΗ, 25.— Ἀνεκοινώθη ἐκ μέρους τῆς νομαρχίας ὅτι ἐξεδόθη ἀπόφασις διὰ τὴν ἐκτέλεσιν ἔργων. ΞΑΝΘΗ, 25.— Ἀνεκοινώθη ἐκ μέρους τῆς νομαρχίας ὅτι ἐξεδόθη ἀπόφασις διὰ τὴν ἐκτέλεσιν ἔργων. ΞΑΝΘΗ, 25.— Ἀνεκοινώθη ἐκ μέρους τῆς νομαρχίας ὅτι ἐξεδόθη ἀπόφασις διὰ τὴν ἐκτέλεσιν ἔργων. ΑΠΟ ΤΗΝ ΑΛΕΞΑΝΔΡΕΙΑΝ ΑΛΕΞΑΝΔΡΕΙΑ, 24.— Κατὰ τὰς σημερινὰς ἐκλογὰς ἐξελέγησαν οἱ κ.κ. ΑΛΕΞΑΝΔΡΕΙΑ, 24.— Κατὰ τὰς σημερινὰς ἐκλογὰς ἐξελέγησαν οἱ κ.κ.: [13, 1062, 318, 1223]
- price-cell: 257.00: [598, 335, 623, 344]
- headline: ΑΝΑΜΕΝΕΤΑΙ ΕΙΣ ΘΕΣΣΑΛΟΝΙΚΗΝ Ο ΑΡΧΗΓΟΣ ΤΗΣ ΕΝ ΕΛΛΑΔΙ ΑΜΕΡΙΚΑΝΙΚΗΣ ΑΠΟΣΤΟΛΗΣ: [25, 13, 304, 63]
- column-2: Η ΚΡΗΤΙΚΗ ΣΑΚΧΑΡΙΣ ΘΑ ΔΙΑΤΙΘΕΤΑΙ ΑΠΟ ΤΟ ΕΡΓΟΣΤΑΣΙΟΝ ΤΗΣ ΛΑΡΙΣΗΣ ΑΘΗΝΑΙ, 25.— Ὑπὸ τοῦ ὑπουργείου ἐμπορίου ἐξεδόθη ἀπόφασις διὰ τῆς ὁποίας ὁρίζεται ὅτι ἡ κρητικὴ σακχαρὶς θὰ διατίθεται ἀπὸ τὸ ἐργοστάσιον τῆς Λαρίσης. ΑΘΗΝΑΙ, 25.— Ὑπὸ τοῦ ὑπουργείου ἐμπορίου ἐξεδόθη ἀπόφασις διὰ τῆς ὁποίας ὁρίζεται ὅτι ἡ κρητικὴ σακχαρὶς θὰ διατίθεται ἀπὸ τὸ ἐργοστάσιον τῆς Λαρίσης. ΑΝΕΛΑΒΕ ΚΑΘΗΚΟΝΤΑ Ο ΝΕΟΣ ΓΕΝ. ΠΡΟΞΕΝΟΣ ΤΗΣ ΓΙΟΥΓΚΟΣΛΑΒΙΑΣ Ἀνέλαβε τὰ καθήκοντά του ὁ νέος γενικὸς πρόξενος τῆς Γιουγκοσλαβίας εἰς Θεσσαλονίκην. Ἀνέλαβε τὰ καθήκοντά του ὁ νέος γενικὸς πρόξενος τῆς Γιουγκοσλαβίας εἰς Θεσσαλονίκην. ΚΑΙ ΝΕΑΙ ΕΠΙΤΡΟΠΑΙ ΔΙΑ ΤΑΣ ΑΔΕΙΑΣ ΦΟΡΤΗΓΩΝ Ι.Χ. ΑΘΗΝΑΙ, 25.— Ὁ ὑπουργὸς συγκοινωνιῶν κ. Ἀλλαμανῆς συνέστησε νέας ἐπιτροπὰς διὰ τὰς ἀδείας φορτηγῶν Ι.Χ. ΑΘΗΝΑΙ, 25.— Ὁ ὑπουργὸς συγκοινωνιῶν κ. Ἀλλαμανῆς συνέστησε νέας ἐπιτροπὰς διὰ τὰς ἀδείας φορτηγῶν Ι.Χ. 307 ΔΡΑΧΜ. Η ΧΡΥΣΗ ΛΙΡΑ ΕΙΣ ΤΗΝ ΘΕΣΣΑΛΟΝΙΚΗΝ ΚΑΙ 305.50 ΔΡΧ. ΕΙΣ ΑΘΗΝΑΣ Κατὰ τὸ χρηματιστήριον Θεσσαλονίκης ἡ χρυσῆ λίρα Ἀγγλίας ἐκλεισεν εἰς 307 δραχμάς. Ἀγγλίας 305.50 307.00 Γαλλίας 255.00 257.00 Ἀμερικ. 259.00 261.00 Ἑλβετίας 261.50 264.00 Νίκολσων 264.00 266.00 Ὀθωμανικ. 272.00 275.00 Βελγικὴ 255.00 257.00 ΕΙΣ ΤΑΣ ΑΘΗΝΑΣ ΑΘΗΝΑΙ, 25.— Τιμαὶ κλεισίματος χρυσῶν λιρῶν: Ἀγγλίας 305.50. ΤΑ ΦΩΤΟΓΡΑΦΕΙΑ ΥΠΑΓΟΝΤΑΙ ΕΙΣ ΤΑΣ ΒΙΟΤΕΧΝΙΑΣ ΑΘΗΝΑΙ, 25.— Κατόπιν ἐρωτήσεως τὸ ὑπουργεῖον βιομηχανίας ἐγνωμοδότησεν ὅτι τὰ φωτογραφεῖα ὑπάγονται εἰς τὰς βιοτεχνίας. ΑΘΗΝΑΙ, 25.— Κατόπιν ἐρωτήσεως τὸ ὑπουργεῖον βιομηχανίας ἐγνωμοδότησεν ὅτι τὰ φωτογραφεῖα ὑπάγονται εἰς τὰς βιοτεχνίας. ΟΙ ΑΝΩΜΑΛΟΙ ΔΕΝ ΕΙΝΑΙ ΚΡΑΤΙΚΑ ΟΧΗΜΑΤΑ ΤΟΥ ΣΥΝΟΙΚΙΣΜΟΥ ΑΞΙΟΥ Ὁ πρόεδρος τοῦ συνοικισμοῦ Ἀξιοῦ παρεπονέθη διὰ τὴν ἔλλειψιν συγκοινωνίας. Ὁ πρόεδρος τοῦ συνοικισμοῦ Ἀξιοῦ παρεπονέθη διὰ τὴν ἔλλειψιν συγκοινωνίας. ΕΚΛΕΨΕΝ 7.000 ΔΡΧ. ΑΠΟ ΤΑ ΘΥΛΑΚΙΑ ΣΥΓΚΑΤΟΙΚΟΥ ΤΟΥ ΣΕΡΡΑΙ, 25.— Ὑπὸ τοῦ τμήματος ἀσφαλείας συνελήφθη ὁ κλέψας 7.000 δρχ. ΣΕΡΡΑΙ, 25.— Ὑπὸ τοῦ τμήματος ἀσφαλείας συνελήφθη ὁ κλέψας 7.000 δρχ. ΕΜΗΝΥΣΕ ΟΜΟΧΡΗΣΤΟΥ ΤΟΥ ΔΙΟΤΙ ΕΠΕΧΕΙΡΗΣΑΝ ΝΑ ΤΟΝ ΚΑΚΟΠΟΙΗΣΟΥΝ ΣΕΡΡΑΙ, 25.— Ὁ ἀστυνομικὸς σταθμὸς κατήγγειλε τὸν ὁμοχώριόν του. ΣΕΡΡΑΙ, 25.— Ὁ ἀστυνομικὸς σταθμὸς κατήγγειλε τὸν ὁμοχώριόν του. ΤΟ ΠΡΩΤΟΝ ΑΘΛΗΤΙΚΟ ΣΤΑΝΙΤΣΑΣ ΘΑ ΑΦΙΧΘΗ ΕΙΣ ΘΕΣΣΑΛΟΝΙΚΗΝ Τὸ ἀθλητικὸ τῆς Σταν. θὰ ἀφιχθῇ εἰς τὴν πόλιν μας τὴν προσεχῆ ἑβδομάδα. Τὸ ἀθλητικὸ τῆς Σταν. θὰ ἀφιχθῇ εἰς τὴν πόλιν μας τὴν προσεχῆ ἑβδομάδα. ΕΛΗΛΑΤΗΡΙΑΣΘΗ ΑΠΟ ΠΑΡΑΔΕΙΣΟΝ ΑΛΕΞΑΝΔΡΕΙΑ, 25.— Εἰς κατάστημα συνελήφθη ὁ ἐληλατηριασθεὶς ὑπάλληλος. ΑΙ ΕΝΕΡΓΕΙΑΙ ΕΙΣ ΑΘΗΝΑΣ ΤΟΥ ΥΠΟΥΡΓΟΥ ΤΑΙΛΑΝΔΗΣ ΑΘΗΝΑΙ, 25.— Ὁ ὑπουργὸς τῆς Ταϊλάνδης ἐπεσκέφθη τὸ ὑπουργεῖον ἐξωτερικῶν. ΑΘΗΝΑΙ, 25.— Ὁ ὑπουργὸς τῆς Ταϊλάνδης ἐπεσκέφθη τὸ ὑπουργεῖον ἐξωτερικῶν. ΔΙΟΡΙΣΜΟΙ ΔΙΚΗΓΟΡΩΝ ΑΘΗΝΑΙ, 25.— Διὰ βασιλικοῦ διατάγματος διωρίσθησαν δικηγόροι οἱ κ.κ. ΑΘΗΝΑΙ, 25.— Διὰ βασιλικοῦ διατάγματος διωρίσθησαν δικηγόροι οἱ κ.κ. ΔΙΟΡΙΣΜΟΙ ΝΟΣΟΚΟΜΩΝ ΑΘΗΝΑΙ, 25.— Διὰ πράξεως τοῦ ὑπουργείου κοινωνικῆς προνοίας διωρίσθησαν νοσοκόμοι. ΑΘΗΝΑΙ, 25.— Διὰ πράξεως τοῦ ὑπουργείου κοινωνικῆς προνοίας διωρίσθησαν νοσοκόμοι. ΑΠΟ ΤΗΝ ΣΙΝΑΟΝ ΣΙΝΑΟΝ, 25.— Ἐπισκέφθη τὴν ἐπαρχίαν ὁ γενικὸς ἐπιθεωρητὴς τῆς γεωργίας. ΑΠΟ ΤΟ ΠΟΛΥΓΥΡΟΝ ΠΟΛΥΓΥΡΟΝ, 25.— Ἡ ἐπιτροπὴ τῆς ἐπαρχίας συνῆλθεν. ΑΠΟ ΤΟ ΠΡΟΧΩΜΑ ΠΡΟΧΩΜΑ, 25.— Προσῆλθε εἰς τὸ τμῆμα χωροφυλακῆς. ΑΠΟ ΤΗΝ ΛΑΡΙΣΑΝ ΛΑΡΙΣΑ, 25.— Αὔριον ὁ πρόεδρος τοῦ ἐπιμελητηρίου.: [323, 8, 629, 2330]
- gold-price-table: [328, 284, 623, 344]
- price-row: [328, 302, 623, 311]
- price-row: [328, 284, 623, 293]
- headline: ΤΟ ΧΡΗΜΑΤΙΣΤΗΡΙΟΝ ΤΩΝ ΕΜΠΟΡΕΥΜΑΤΩΝ: [64, 838, 266, 872]
- price-cell: 275.00: [598, 326, 623, 335]
- price-cell: 255.00: [465, 292, 490, 301]
- price-row: [328, 310, 623, 318]
- price-row: [328, 293, 623, 302]
- price-cell: 259.00: [465, 301, 490, 310]
- subheadline: ΑΠΟ ΘΡΟΜΒΩΣΙΝ ΤΗΣ ΣΤΕΦΑΝΙΑΙΑΣ ΑΠΕΘΑΝΕΝ Η ΧΗΡΑ: [28, 480, 302, 491]
- section-head: ΑΠΟ ΤΗΝ ΞΑΝΘΗΝ: [13, 1109, 318, 1123]
- article-us-mission: [13, 8, 318, 165]
- price-cell: 266.00: [598, 318, 623, 327]
- headline: ΕΡΓΑ ΥΨΟΥΣ ΔΑΠΑΝΗΣ 8.264.000 ΔΡΧ. ΕΞΕΤΕΛΕΣΘΗΣΑΝ ΕΙΣ ΤΟΝ ΝΟΜΟΝ ΛΑΡΙΣΗΣ ΚΑΤΑ ΤΟ Β' ΤΡΙΜΗΝΟΝ 1964: [27, 700, 303, 742]
- subheadline: ΑΙ ΣΥΝΕΔΡΙΑΣΕΙΣ ΤΩΝ ΔΙΚΑΣΤΗΡΙΩΝ ΕΙΣ ΤΟΝ ΑΛΜΥΡΟΝ: [30, 426, 300, 438]
- article-gold-sovereign: 307 ΔΡΑΧΜ. Η ΧΡΥΣΗ ΛΙΡΑ ΕΙΣ ΤΗΝ ΘΕΣΣΑΛΟΝΙΚΗΝ ΚΑΙ 305.50 ΔΡΧ. ΕΙΣ ΑΘΗΝΑΣ Κατὰ τὸ χρηματιστήριον Θεσσαλονίκης ἡ χρυσῆ λίρα Ἀγγλίας ἐκλεισεν εἰς 307 δραχμάς. Ἀγγλίας 305.50 307.00 Γαλλίας 255.00 257.00 Ἀμερικ. 259.00 261.00 Ἑλβετίας 261.50 264.00 Νίκολσων 264.00 266.00 Ὀθωμανικ. 272.00 275.00 Βελγικὴ 255.00 257.00: [328, 232, 623, 353]
- price-cell: Ὀθωμανικ.: [327, 326, 366, 335]
- article-tourists: ΑΓΝΩΣΤΟΣ ΠΑΡΗΝΟΧΛΕΙ ΕΝ ΜΕΣΗ ΟΔΩ ΔΥΟ ΤΟΥΡΙΣΤΡΙΑΣ ΑΛΛΑ ΞΥΛΟΚΟΠΗΘΕΙΣ ΥΠΟ ΤΗΣ ΜΙΑΣ ΕΤΡΑΠΗ ΕΙΣ ΦΥΓΗΝ ΑΘΗΝΑΙ, 25.— Ἡ ἀσφάλεια ἀναζητεῖ ἄγνωστον, ὁ ὁποῖος παρηνόχλει ἐν μέσῃ ὁδῷ δύο τουρίστριας, ἀλλὰ ξυλοκοπηθεὶς ὑπὸ τῆς μιᾶς ἐτράπη εἰς φυγήν. ΑΘΗΝΑΙ, 25.— Ἡ ἀσφάλεια ἀναζητεῖ ἄγνωστον, ὁ ὁποῖος παρηνόχλει ἐν μέσῃ ὁδῷ δύο τουρίστριας, ἀλλὰ ξυλοκοπηθεὶς ὑπὸ τῆς μιᾶς ἐτράπη εἰς φυγήν. ΑΘΗΝΑΙ, 25.— Ἡ ἀσφάλεια ἀναζητεῖ ἄγνωστον, ὁ ὁποῖος παρηνόχλει ἐν μέσῃ ὁδῷ δύο τουρίστριας, ἀλλὰ ξυλοκοπηθεὶς ὑπὸ τῆς μιᾶς ἐτράπη εἰς φυγήν.: [13, 577, 318, 695]
- price-cell: Νίκολσων: [327, 318, 362, 327]
- section-head: ΑΠΟ ΤΗΝ ΑΛΕΞΑΝΔΡΕΙΑΝ: [13, 1187, 318, 1200]
